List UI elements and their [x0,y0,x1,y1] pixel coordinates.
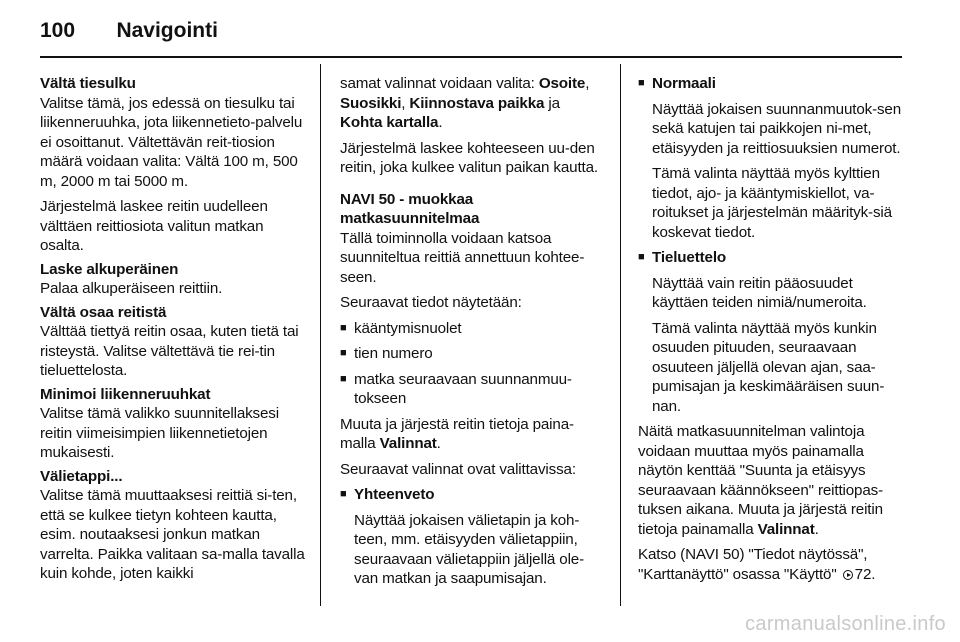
watermark: carmanualsonline.info [745,613,946,635]
paragraph: Järjestelmä laskee kohteeseen uu-den reitin, joka kulkee valitun paikan kautta. [340,139,598,176]
section-minimize-traffic [40,385,310,463]
paragraph: Valitse tämä muuttaaksesi reittiä si-ten, että se kulkee tietyn kohteen kautta, esim. noutaaksesi jonkun matkan varrelta. Paikka valitaan sa-malla tavalla kuin kohde, joten kaikki [40,487,305,582]
bullet-item: ■ tien numero [340,344,605,364]
bold-term: Osoite [538,75,586,92]
section-heading: NAVI 50 - muokkaa matkasuunnitelmaa [340,190,480,227]
bold-term: Kohta kartalla [340,114,439,131]
paragraph: samat valinnat voidaan valita: Osoite, Suosikki, Kiinnostava paikka ja Kohta kartalla. [340,75,590,131]
column-left [40,74,310,588]
option-description: Näyttää vain reitin pääosuudet käyttäen teiden nimiä/numeroita. [652,274,867,311]
page-title: Navigointi [116,19,218,42]
column-right [638,74,910,590]
section-heading: Minimoi liikenneruuhkat [40,385,211,403]
paragraph: Seuraavat valinnat ovat valittavissa: [340,460,576,478]
page-header [40,18,218,50]
option-description: Näyttää jokaisen välietapin ja koh-teen, mm. etäisyyden välietappiin, seuraavaan välietappiin jäljellä ole-van matkan ja saapumisajan. [354,511,585,587]
bullet-item: ■ matka seuraavaan suunnanmuu-tokseen [340,370,605,409]
paragraph: Palaa alkuperäiseen reittiin. [40,280,223,297]
bullet-item: ■ kääntymisnuolet [340,319,605,339]
section-heading: Vältä tiesulku [40,75,136,92]
column-divider [320,64,321,606]
paragraph: Seuraavat tiedot näytetään: [340,294,522,311]
section-heading: Välietappi... [40,467,123,485]
page-reference: 72. [854,565,876,583]
paragraph: Muuta ja järjestä reitin tietoja paina-malla Valinnat. [340,415,574,452]
column-divider [620,64,621,606]
bullet-item [638,74,910,94]
option-description: Tämä valinta näyttää myös kunkin osuuden pituuden, seuraavaan osuuteen jäljellä olevan ajan, saa-pumisajan ja keskimääräisen suun-nan. [652,319,885,415]
bullet-item [638,248,910,268]
page-number: 100 [40,19,76,42]
column-middle [340,74,605,595]
paragraph: Valitse tämä valikko suunnitellaksesi reitin viimeisimpien liikennetietojen mukaisesti. [40,405,279,461]
page-reference-arrow-icon [843,570,853,580]
option-title: Normaali [652,75,716,92]
section-calculate-original [40,260,310,299]
section-heading: Vältä osaa reitistä [40,303,167,321]
option-title: Yhteenveto [354,486,435,503]
paragraph: Näitä matkasuunnitelman valintoja voidaan muuttaa myös painamalla näytön kenttää "Suunta ja etäisyys seuraavaan käännökseen" reittiopas-tuksen aikana. Muuta ja järjestä reitin tietoja painamalla Valinnat. [638,423,883,538]
option-description: Tämä valinta näyttää myös kylttien tiedot, ajo- ja kääntymiskiellot, va-roitukset ja järjestelmän määrityk-siä koskevat tiedot. [652,165,892,241]
paragraph: Välttää tiettyä reitin osaa, kuten tietä tai risteystä. Valitse vältettävä tie rei-tin tieluettelosta. [40,323,299,379]
bold-term: Kiinnostava paikka [409,94,545,112]
paragraph: Tällä toiminnolla voidaan katsoa suunniteltua reittiä annettuun kohtee-seen. [340,229,585,286]
option-description: Näyttää jokaisen suunnanmuutok-sen sekä katujen tai paikkojen ni-met, etäisyyden ja reittiosuuksien numerot. [652,100,902,157]
option-title: Tieluettelo [652,249,727,266]
bullet-item [340,485,605,505]
section-avoid-roadblock [40,74,310,256]
paragraph: Valitse tämä, jos edessä on tiesulku tai liikenneruuhka, jota liikennetieto-palvelu ei osoittanut. Vältettävän reit-tiosion määrä voidaan valita: Vältä 100 m, 500 m, 2000 m tai 5000 m. [40,94,303,190]
bold-term: Suosikki [340,94,402,112]
bold-term: Valinnat [379,435,437,452]
section-avoid-part-of-route [40,303,310,381]
section-waypoint [40,467,310,584]
paragraph: Järjestelmä laskee reitin uudelleen välttäen reittiosiota valitun matkan osalta. [40,198,268,254]
header-rule [40,56,902,58]
bold-term: Valinnat [757,520,815,538]
section-heading: Laske alkuperäinen [40,260,179,278]
paragraph: Katso (NAVI 50) "Tiedot näytössä", "Karttanäyttö" osassa "Käyttö" 72. [638,546,876,583]
